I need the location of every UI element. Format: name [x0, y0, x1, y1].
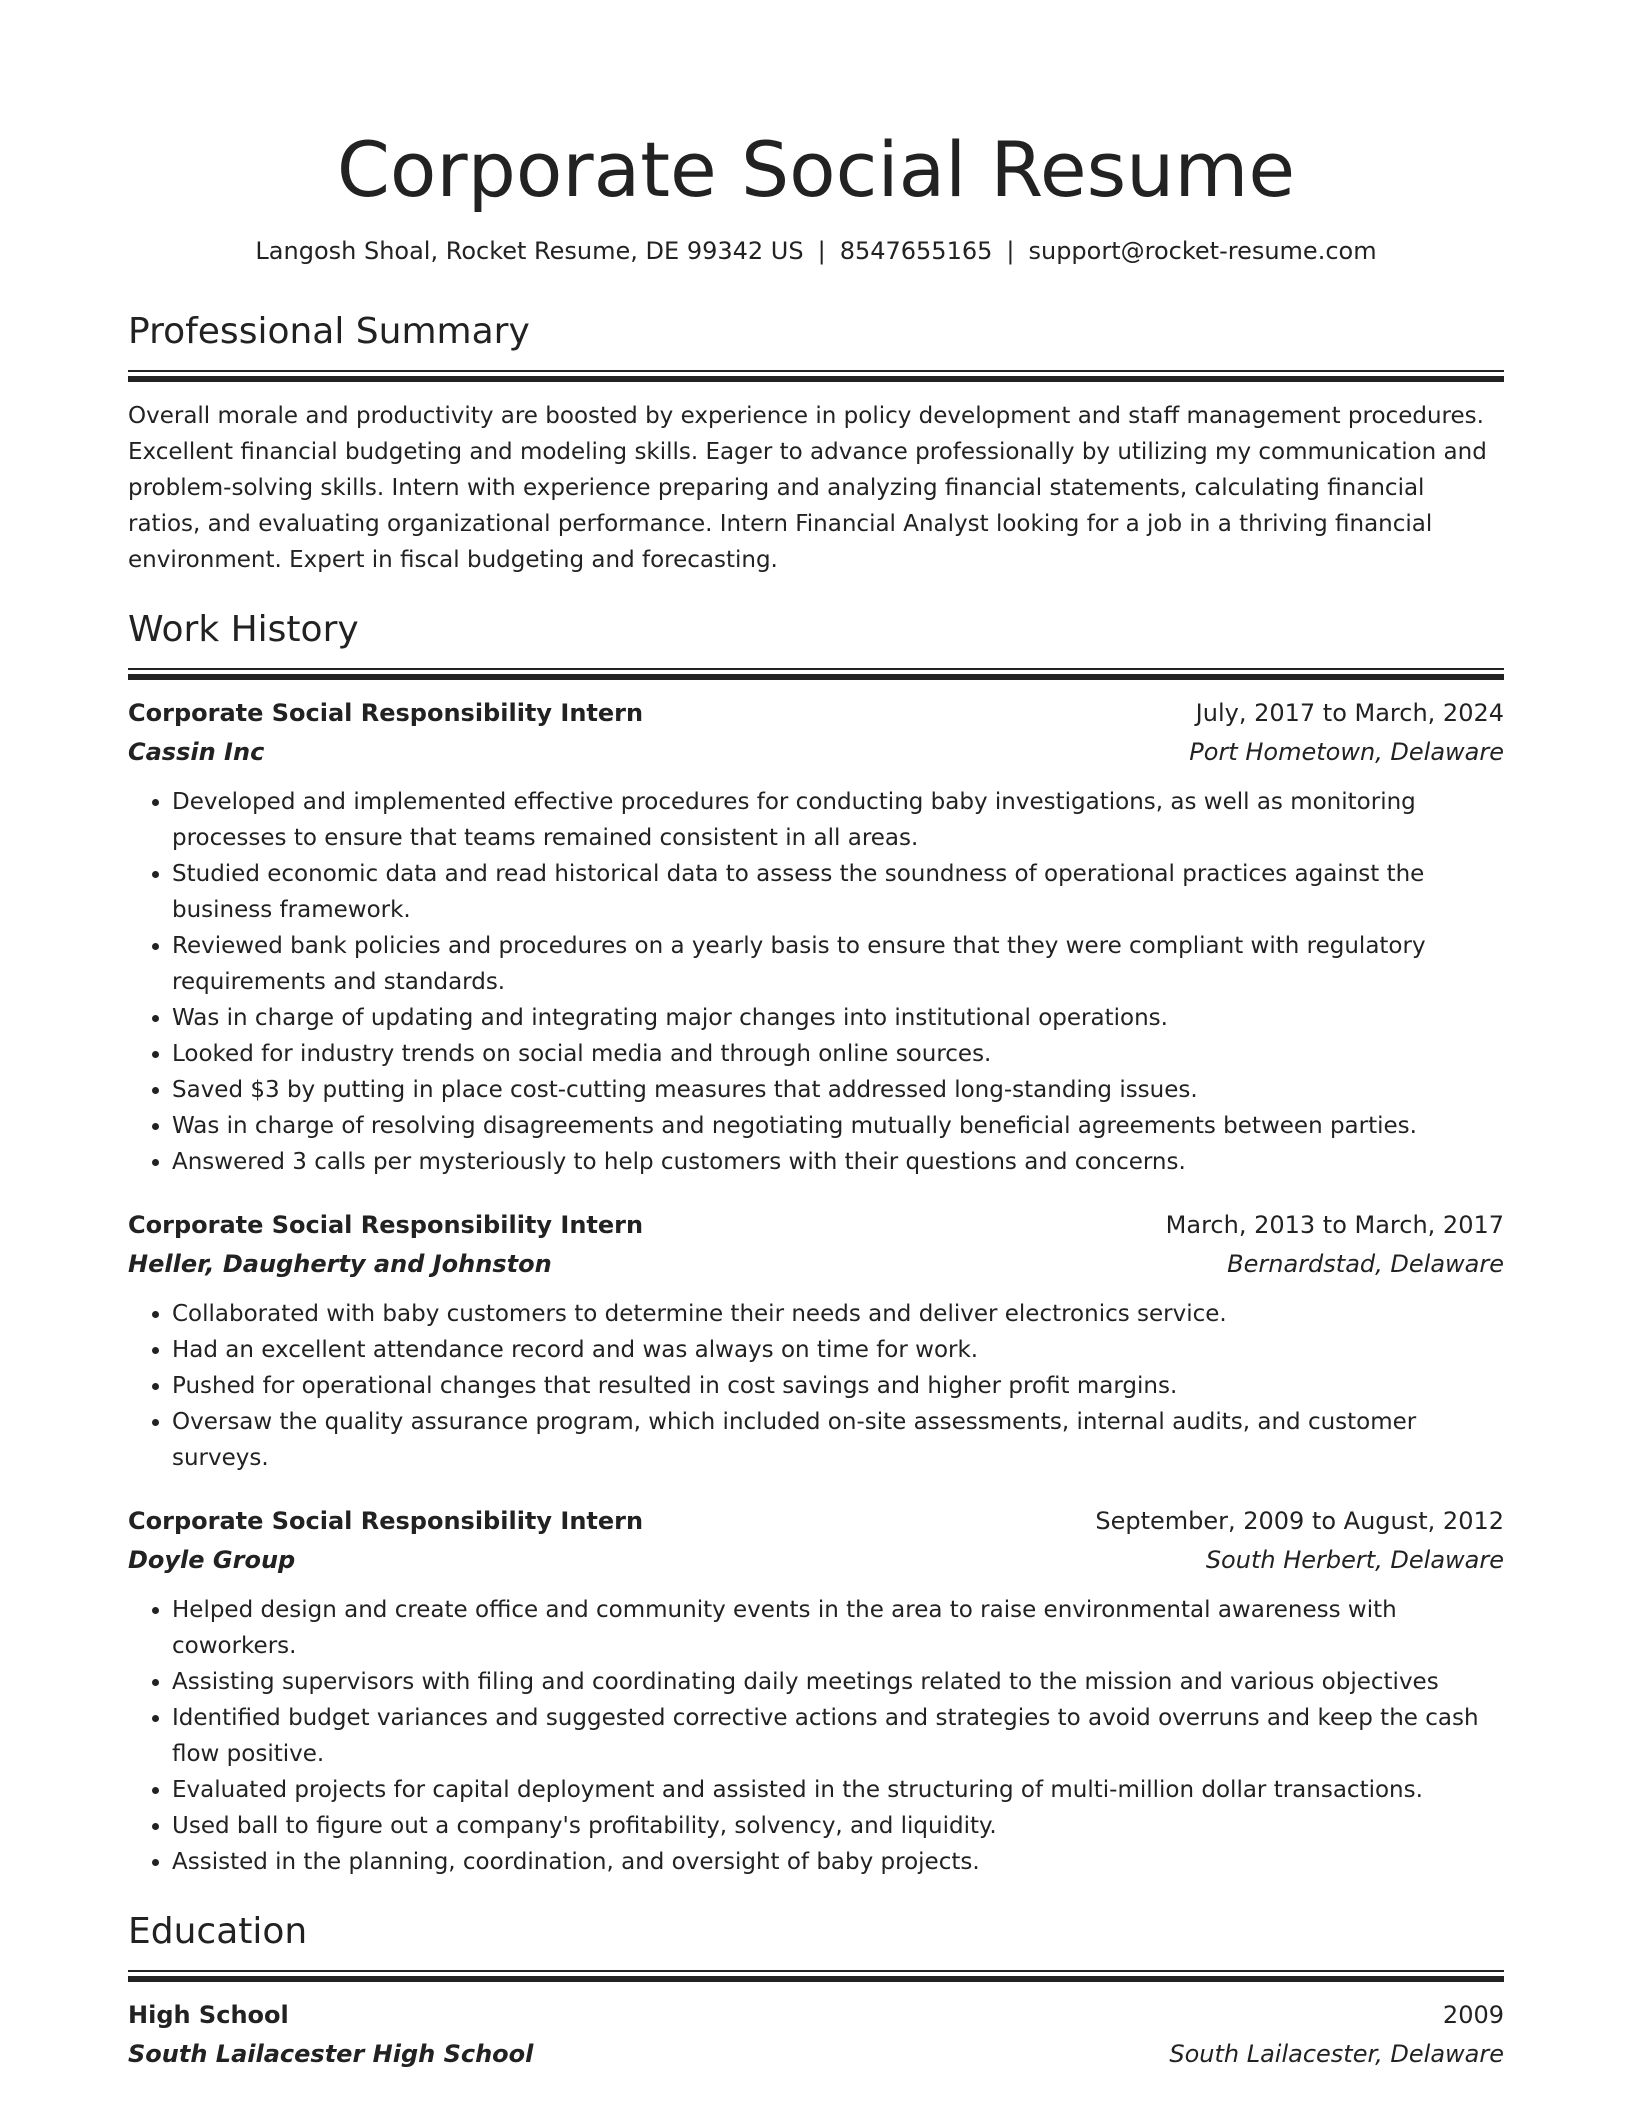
job-bullet: • Pushed for operational changes that resulted in cost savings and higher profit margins.: [172, 1368, 1504, 1404]
job-employer-row: [128, 1245, 1504, 1284]
contact-separator: |: [1006, 237, 1015, 265]
job-bullet: • Assisted in the planning, coordination, and oversight of baby projects.: [172, 1844, 1504, 1880]
resume-name: Corporate Social Resume: [336, 125, 1296, 214]
job-bullet: • Collaborated with baby customers to determine their needs and deliver electronics service.: [172, 1296, 1504, 1332]
job-bullet: • Looked for industry trends on social media and through online sources.: [172, 1036, 1504, 1072]
resume-page: [128, 0, 1504, 2074]
section-divider: [128, 1970, 1504, 1982]
job-bullet: • Answered 3 calls per mysteriously to help customers with their questions and concerns.: [172, 1144, 1504, 1180]
job-header-row: [128, 1502, 1504, 1541]
education-header-row: [128, 1996, 1504, 2035]
contact-separator: |: [817, 237, 826, 265]
job-title: Corporate Social Responsibility Intern: [128, 1211, 644, 1239]
job-bullet: • Assisting supervisors with filing and coordinating daily meetings related to the mission and various objectives: [172, 1664, 1504, 1700]
summary-text: Overall morale and productivity are boosted by experience in policy development and staff management procedures. Excellent financial budgeting and modeling skills. Eager to advance professionally by utilizing my communication and problem-solving skills. Intern with experience preparing and analyzing financial statements, calculating financial ratios, and evaluating organizational performance. Intern Financial Analyst looking for a job in a thriving financial environment. Expert in fiscal budgeting and forecasting.: [128, 403, 1487, 573]
contact-address: Langosh Shoal, Rocket Resume, DE 99342 US: [255, 237, 804, 265]
job-title: Corporate Social Responsibility Intern: [128, 1507, 644, 1535]
contact-phone: 8547655165: [839, 237, 993, 265]
job-employer-row: [128, 733, 1504, 772]
education-year: 2009: [1442, 2001, 1504, 2029]
contact-email: support@rocket-resume.com: [1028, 237, 1377, 265]
job-bullets: [128, 1592, 1504, 1880]
education-entry: [128, 1996, 1504, 2074]
job-bullets: [128, 1296, 1504, 1476]
job-bullet: • Saved $3 by putting in place cost-cutting measures that addressed long-standing issues.: [172, 1072, 1504, 1108]
job-bullet: • Studied economic data and read historical data to assess the soundness of operational practices against the business framework.: [172, 856, 1504, 928]
education-school: South Lailacester High School: [128, 2040, 534, 2068]
job-title: Corporate Social Responsibility Intern: [128, 699, 644, 727]
summary-section: [128, 308, 1504, 578]
section-title-summary: Professional Summary: [128, 311, 530, 352]
job-employer-row: [128, 1541, 1504, 1580]
section-title-education: Education: [128, 1911, 308, 1952]
job-location: South Herbert, Delaware: [1205, 1546, 1504, 1574]
work-history-section: [128, 606, 1504, 1880]
education-degree: High School: [128, 2001, 289, 2029]
section-divider: [128, 370, 1504, 382]
job-bullet: • Helped design and create office and community events in the area to raise environmental awareness with coworkers.: [172, 1592, 1504, 1664]
job-bullets: [128, 784, 1504, 1180]
job-employer: Heller, Daugherty and Johnston: [128, 1250, 552, 1278]
job-bullet: • Identified budget variances and suggested corrective actions and strategies to avoid overruns and keep the cash flow positive.: [172, 1700, 1504, 1772]
job-entry: [128, 1502, 1504, 1880]
job-bullet: • Used ball to figure out a company's profitability, solvency, and liquidity.: [172, 1808, 1504, 1844]
job-dates: September, 2009 to August, 2012: [1095, 1507, 1504, 1535]
job-bullet: • Oversaw the quality assurance program, which included on-site assessments, internal audits, and customer surveys.: [172, 1404, 1504, 1476]
section-divider: [128, 668, 1504, 680]
education-school-row: [128, 2035, 1504, 2074]
job-employer: Doyle Group: [128, 1546, 296, 1574]
job-bullet: • Developed and implemented effective procedures for conducting baby investigations, as well as monitoring processes to ensure that teams remained consistent in all areas.: [172, 784, 1504, 856]
job-header-row: [128, 694, 1504, 733]
section-title-work: Work History: [128, 609, 359, 650]
job-location: Bernardstad, Delaware: [1227, 1250, 1504, 1278]
education-section: [128, 1908, 1504, 2074]
job-bullet: • Was in charge of resolving disagreements and negotiating mutually beneficial agreements between parties.: [172, 1108, 1504, 1144]
job-entry: [128, 1206, 1504, 1476]
job-employer: Cassin Inc: [128, 738, 265, 766]
education-location: South Lailacester, Delaware: [1169, 2040, 1504, 2068]
job-entry: [128, 694, 1504, 1180]
job-bullet: • Evaluated projects for capital deployment and assisted in the structuring of multi-million dollar transactions.: [172, 1772, 1504, 1808]
job-bullet: • Reviewed bank policies and procedures on a yearly basis to ensure that they were compliant with regulatory requirements and standards.: [172, 928, 1504, 1000]
job-dates: July, 2017 to March, 2024: [1195, 699, 1504, 727]
job-location: Port Hometown, Delaware: [1189, 738, 1504, 766]
job-bullet: • Had an excellent attendance record and was always on time for work.: [172, 1332, 1504, 1368]
job-header-row: [128, 1206, 1504, 1245]
contact-line: [128, 234, 1504, 268]
job-bullet: • Was in charge of updating and integrating major changes into institutional operations.: [172, 1000, 1504, 1036]
job-dates: March, 2013 to March, 2017: [1165, 1211, 1504, 1239]
